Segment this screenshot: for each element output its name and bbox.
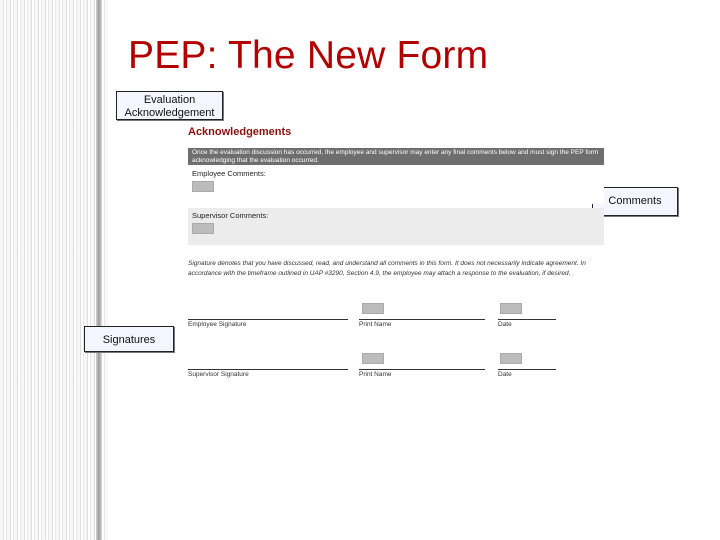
instruction-bar: Once the evaluation discussion has occurred, the employee and supervisor may enter any final comments below and must sign the PEP form acknowledging that the evaluation occurred.: [188, 148, 604, 165]
callout-comments: Comments: [592, 187, 678, 216]
decorative-edge: [96, 0, 102, 540]
employee-print-name-field[interactable]: [362, 303, 384, 314]
form-heading: Acknowledgements: [188, 126, 292, 138]
decorative-stripes: [0, 0, 108, 540]
employee-date-line: Date: [498, 319, 556, 328]
supervisor-signature-line: Supervisor Signature: [188, 369, 348, 378]
supervisor-comments-field[interactable]: [192, 223, 214, 234]
employee-comments-label: Employee Comments:: [192, 169, 266, 178]
employee-print-name-line: Print Name: [359, 319, 485, 328]
employee-comments-field[interactable]: [192, 181, 214, 192]
employee-signature-line: Employee Signature: [188, 319, 348, 328]
supervisor-comments-section: [188, 208, 604, 245]
supervisor-print-name-field[interactable]: [362, 353, 384, 364]
callout-evaluation-acknowledgement: Evaluation Acknowledgement: [116, 91, 223, 120]
employee-date-field[interactable]: [500, 303, 522, 314]
supervisor-comments-label: Supervisor Comments:: [192, 211, 269, 220]
slide-title: PEP: The New Form: [128, 34, 489, 77]
supervisor-date-line: Date: [498, 369, 556, 378]
supervisor-date-field[interactable]: [500, 353, 522, 364]
signature-statement: Signature denotes that you have discussed, read, and understand all comments in this form. It does not necessarily indicate agreement. In accordance with the timeframe outlined in UAP #3290, Section 4.9, the employee may attach a response to the evaluation, if desired.: [188, 260, 586, 277]
employee-comments-section: [188, 166, 604, 204]
callout-signatures: Signatures: [84, 326, 174, 352]
supervisor-print-name-line: Print Name: [359, 369, 485, 378]
